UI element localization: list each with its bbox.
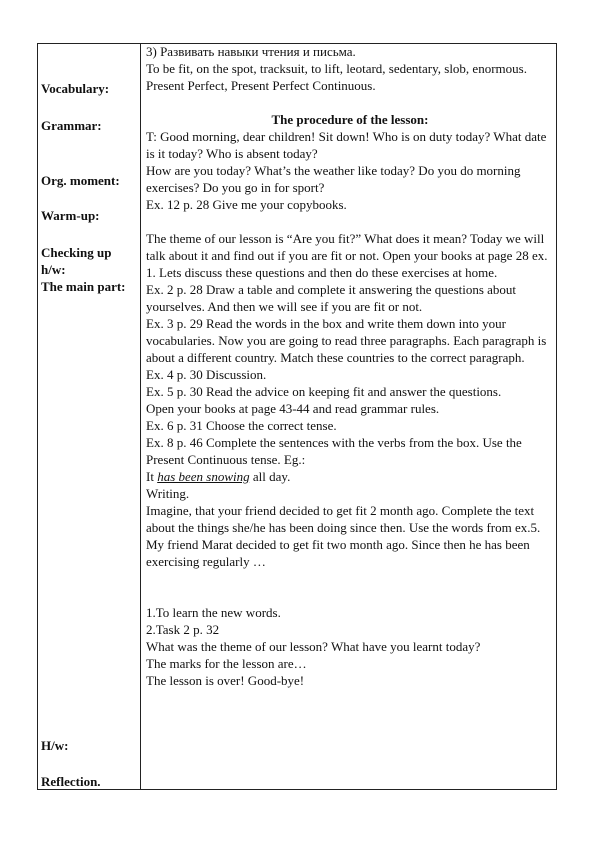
grammar-text: Present Perfect, Present Perfect Continuous. [146,78,376,93]
example-underlined: has been snowing [157,469,250,484]
writing-task: Imagine, that your friend decided to get fit 2 month ago. Complete the text about the things she/he has been doing since then. Use the words from ex.5. [146,503,541,535]
label-checking-up-hw: h/w: [41,262,66,277]
label-warm-up: Warm-up: [41,208,100,223]
main-paragraph-7: Ex. 6 p. 31 Choose the correct tense. [146,418,337,433]
hw-item-1: 1.To learn the new words. [146,605,281,620]
reflection-goodbye: The lesson is over! Good-bye! [146,673,305,688]
reflection-question: What was the theme of our lesson? What have you learnt today? [146,639,481,654]
label-checking-up: Checking up [41,245,112,260]
main-paragraph-4: Ex. 4 p. 30 Discussion. [146,367,267,382]
label-org-moment: Org. moment: [41,173,120,188]
label-reflection: Reflection. [41,774,101,789]
org-moment-text: T: Good morning, dear children! Sit down! Who is on duty today? What date is it today? Who is absent today? [146,129,547,161]
warm-up-text: How are you today? What’s the weather like today? Do you do morning exercises? Do you go in for sport? [146,163,521,195]
aim-line: 3) Развивать навыки чтения и письма. [146,44,356,59]
checking-text: Ex. 12 p. 28 Give me your copybooks. [146,197,347,212]
label-main-part: The main part: [41,279,126,294]
main-paragraph-8: Ex. 8 p. 46 Complete the sentences with the verbs from the box. Use the Present Continuous tense. Eg.: [146,435,522,467]
label-grammar: Grammar: [41,118,102,133]
example-sentence [146,468,554,485]
label-vocabulary: Vocabulary: [41,81,110,96]
procedure-heading: The procedure of the lesson: [271,112,429,127]
vocabulary-text: To be fit, on the spot, tracksuit, to lift, leotard, sedentary, slob, enormous. [146,61,527,76]
example-post: all day. [249,469,291,484]
label-hw: H/w: [41,738,69,753]
reflection-marks: The marks for the lesson are… [146,656,307,671]
example-pre: It [146,469,158,484]
writing-heading: Writing. [146,486,190,501]
main-paragraph-1: The theme of our lesson is “Are you fit?” What does it mean? Today we will talk about it and find out if you are fit or not. Open your books at page 28 ex. 1. Lets discuss these questions and then do these exercises at home. [146,231,548,280]
main-paragraph-5: Ex. 5 p. 30 Read the advice on keeping fit and answer the questions. [146,384,502,399]
writing-sample: My friend Marat decided to get fit two month ago. Since then he has been exercising regularly … [146,537,530,569]
main-paragraph-2: Ex. 2 p. 28 Draw a table and complete it answering the questions about yourselves. And then we will see if you are fit or not. [146,282,517,314]
hw-item-2: 2.Task 2 p. 32 [146,622,220,637]
column-divider [140,43,141,790]
main-paragraph-6: Open your books at page 43-44 and read grammar rules. [146,401,440,416]
main-paragraph-3: Ex. 3 p. 29 Read the words in the box and write them down into your vocabularies. Now you are going to read three paragraphs. Each paragraph is about a different country. Match these countries to the correct paragraph. [146,316,547,365]
lesson-content [146,43,554,689]
